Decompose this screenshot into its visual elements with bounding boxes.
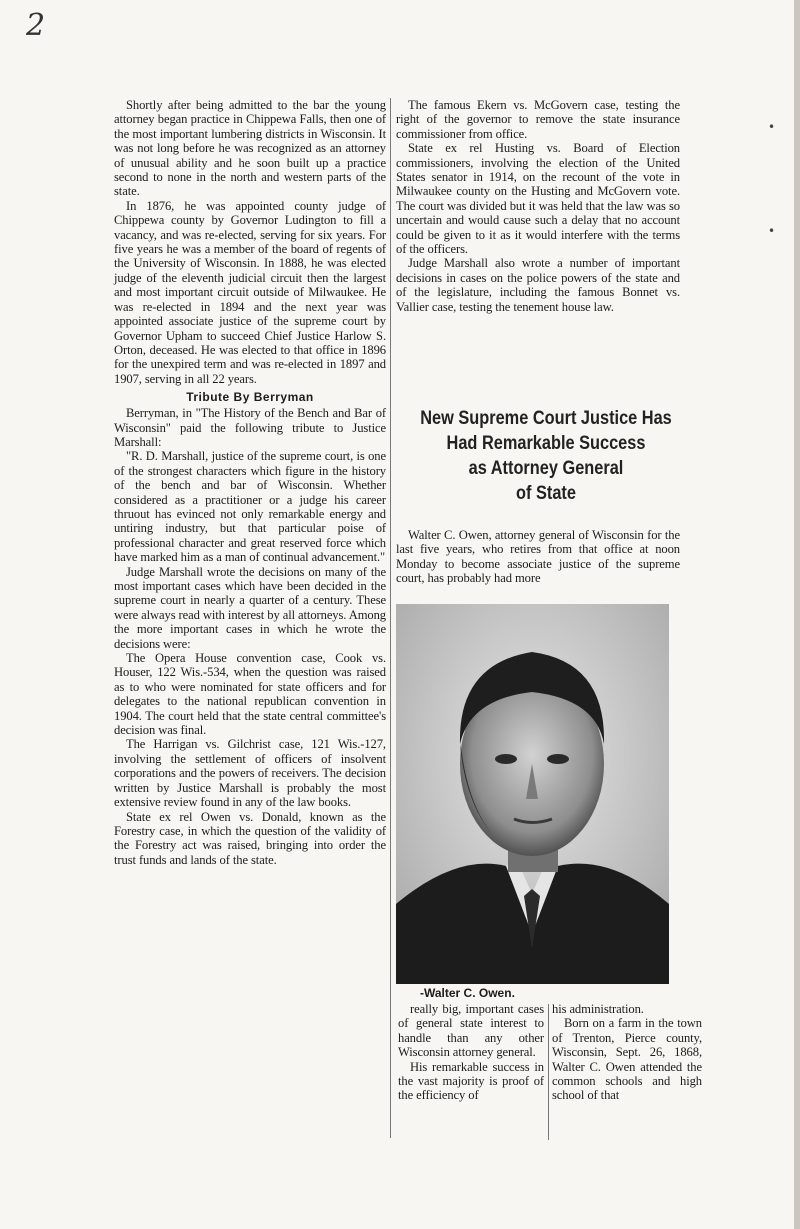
article-paragraph: State ex rel Husting vs. Board of Election commissioners, involving the election of the United States senator in 1914, on the recount of the vote in Milwaukee county on the Husting and McGovern vote. The court was divided but it was held that the law was so uncertain and would cause such a delay that no account could be given to it as it would interfere with the terms of the officers. — [396, 141, 680, 257]
headline — [396, 406, 696, 506]
article-paragraph: The famous Ekern vs. McGovern case, testing the right of the governor to remove the state insurance commissioner from office. — [396, 98, 680, 141]
column-rule — [390, 98, 391, 1138]
bottom-column-b — [552, 1002, 702, 1103]
lead-paragraph-block — [396, 528, 680, 586]
column-rule — [548, 1004, 549, 1140]
portrait-photo — [396, 604, 669, 984]
article-paragraph: State ex rel Owen vs. Donald, known as the Forestry case, in which the question of the validity of the Forestry act was raised, bringing into order the trust funds and lands of the state. — [114, 809, 386, 867]
left-column — [114, 98, 386, 867]
lead-paragraph: Walter C. Owen, attorney general of Wisconsin for the last five years, who retires from that office at noon Monday to become associate justice of the supreme court, has probably had more — [396, 528, 680, 586]
article-paragraph: The Opera House convention case, Cook vs. Houser, 122 Wis.-534, when the question was raised as to who were nominated for state officers and for delegates to the national republican convention in 1904. The court held that the state central committee's decision was final. — [114, 651, 386, 738]
photo-caption: -Walter C. Owen. — [420, 986, 515, 1000]
article-paragraph: his administration. — [552, 1002, 644, 1016]
page-number: 2 — [26, 8, 46, 43]
headline-line: of State — [516, 483, 576, 504]
article-paragraph: His remarkable success in the vast majority is proof of the efficiency of — [398, 1059, 544, 1103]
article-paragraph: "R. D. Marshall, justice of the supreme court, is one of the strongest characters which figure in the history of the bench and bar of Wisconsin. Whether considered as a practitioner or a judge his career thruout has evinced not only remarkable energy and untiring industry, but that particular poise of professional character and great reserved force which have marked him as a man of continual advancement." — [114, 449, 386, 565]
bottom-column-a — [398, 1002, 544, 1103]
article-paragraph: Judge Marshall wrote the decisions on many of the most important cases which have been decided in the supreme court in nearly a quarter of a century. These were always read with interest by all attorneys. Among the more important cases in which he wrote the decisions were: — [114, 564, 386, 651]
page-edge — [794, 0, 800, 1229]
article-paragraph: really big, important cases of general state interest to handle than any other Wisconsin attorney general. — [398, 1002, 544, 1060]
article-paragraph: Born on a farm in the town of Trenton, Pierce county, Wisconsin, Sept. 26, 1868, Walter C. Owen attended the common schools and high school of that — [552, 1016, 702, 1103]
article-paragraph: Berryman, in "The History of the Bench and Bar of Wisconsin" paid the following tribute to Justice Marshall: — [114, 406, 386, 449]
headline-line: New Supreme Court Justice Has — [420, 408, 672, 429]
margin-mark: • — [768, 224, 776, 238]
article-paragraph: Shortly after being admitted to the bar the young attorney began practice in Chippewa Falls, then one of the most important lumbering districts in Wisconsin. It was not long before he was recognized as an attorney of unusual ability and he soon built up a practice second to none in the north and western parts of the state. — [114, 98, 386, 199]
right-column-top — [396, 98, 680, 314]
headline-line: as Attorney General — [468, 458, 624, 479]
article-paragraph: The Harrigan vs. Gilchrist case, 121 Wis.-127, involving the settlement of officers of insolvent corporations and the powers of receivers. The decision written by Justice Marshall is probably the most extensive review found in any of the law books. — [114, 737, 386, 810]
margin-mark: • — [768, 120, 776, 134]
headline-line: Had Remarkable Success — [446, 433, 646, 454]
article-paragraph: Judge Marshall also wrote a number of important decisions in cases on the police powers of the state and of the legislature, including the famous Bonnet vs. Vallier case, testing the tenement house law. — [396, 256, 680, 314]
article-paragraph: In 1876, he was appointed county judge of Chippewa county by Governor Ludington to fill a vacancy, and was re-elected, serving for six years. For five years he was a member of the board of regents of the University of Wisconsin. In 1888, he was elected judge of the eleventh judicial circuit then the largest and most important circuit outside of Milwaukee. He was re-elected in 1894 and the next year was appointed associate justice of the supreme court by Governor Upham to succeed Chief Justice Harlow S. Orton, deceased. He was elected to that office in 1896 for the unexpired term and was re-elected in 1897 and 1907, serving in all 22 years. — [114, 198, 386, 386]
subheading: Tribute By Berryman — [186, 390, 314, 405]
